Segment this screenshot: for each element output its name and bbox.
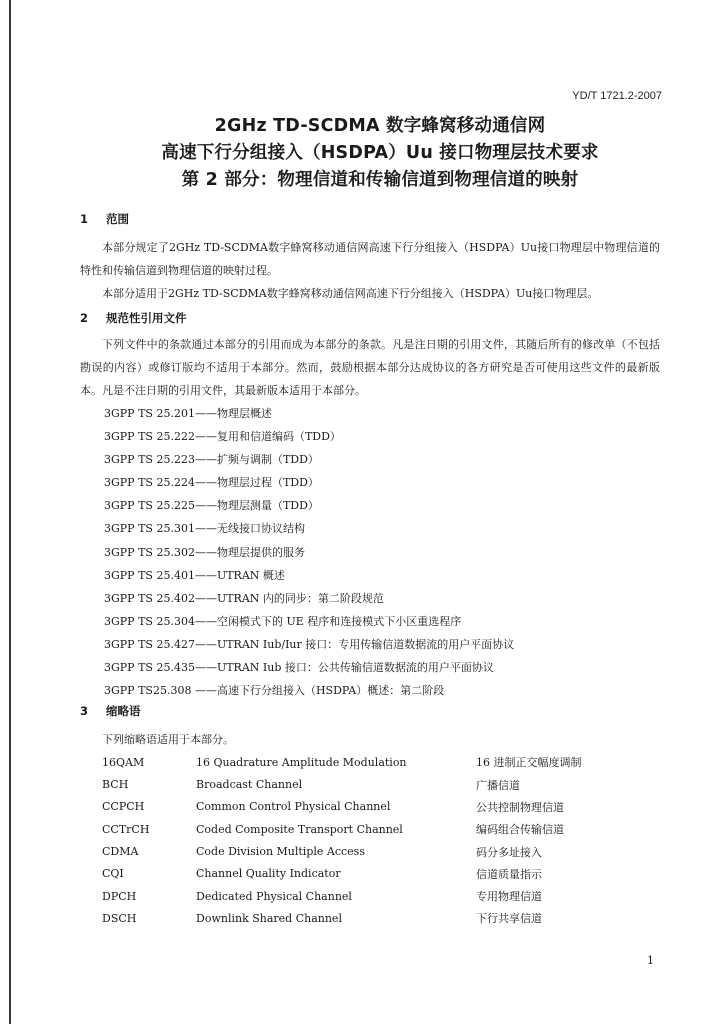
section-title: 缩略语 [106, 704, 141, 719]
table-row [102, 863, 656, 885]
abbr-cell: BCH [102, 778, 129, 792]
abbr-cell: CQI [102, 867, 124, 881]
abbr-cell: CCTrCH [102, 822, 150, 836]
abbr-cell: CCPCH [102, 800, 145, 814]
chinese-cell: 下行共享信道 [476, 912, 542, 926]
normative-paragraph: 下列文件中的条款通过本部分的引用而成为本部分的条款。凡是注日期的引用文件，其随后所有的修改单（不包括勘误的内容）或修订版均不适用于本部分。然而，鼓励根据本部分达成协议的各方研究是否可使用这些文件的最新版本。凡是不注日期的引用文件，其最新版本适用于本部分。 [80, 338, 660, 397]
english-cell: Dedicated Physical Channel [196, 889, 352, 903]
reference-item: 3GPP TS 25.304——空闲模式下的 UE 程序和连接模式下小区重选程序 [104, 614, 462, 628]
section-number: 3 [80, 704, 89, 719]
table-row [102, 885, 656, 907]
english-cell: Channel Quality Indicator [196, 867, 341, 881]
chinese-cell: 公共控制物理信道 [476, 800, 564, 814]
reference-item: 3GPP TS 25.435——UTRAN Iub 接口：公共传输信道数据流的用户平面协议 [104, 661, 494, 675]
abbreviation-table [102, 751, 656, 929]
reference-item: 3GPP TS 25.201——物理层概述 [104, 407, 272, 420]
table-row [102, 907, 656, 929]
english-cell: Common Control Physical Channel [196, 800, 391, 814]
english-cell: Downlink Shared Channel [196, 911, 342, 925]
table-row [102, 840, 656, 862]
reference-item: 3GPP TS 25.223——扩频与调制（TDD） [104, 453, 319, 467]
section-title: 规范性引用文件 [106, 311, 187, 325]
reference-list [80, 402, 660, 702]
abbr-cell: 16QAM [102, 755, 145, 769]
table-row [102, 818, 656, 840]
table-row [102, 751, 656, 773]
abbr-cell: CDMA [102, 845, 139, 859]
section-heading-normative [80, 309, 660, 327]
document-title [80, 113, 680, 194]
reference-item: 3GPP TS 25.401——UTRAN 概述 [104, 568, 285, 582]
english-cell: Coded Composite Transport Channel [196, 822, 403, 836]
chinese-cell: 码分多址接入 [476, 845, 542, 859]
english-cell: 16 Quadrature Amplitude Modulation [196, 755, 407, 769]
binding-edge-line [9, 0, 11, 1024]
table-row [102, 774, 656, 796]
document-body [80, 210, 660, 930]
title-line-2: 高速下行分组接入（HSDPA）Uu 接口物理层技术要求 [161, 143, 599, 163]
reference-item: 3GPP TS 25.402——UTRAN 内的同步：第二阶段规范 [104, 591, 384, 605]
chinese-cell: 广播信道 [476, 778, 520, 792]
table-row [102, 796, 656, 818]
scope-paragraph-2: 本部分适用于2GHz TD-SCDMA数字蜂窝移动通信网高速下行分组接入（HSDPA）Uu接口物理层。 [102, 287, 599, 300]
title-line-3: 第 2 部分：物理信道和传输信道到物理信道的映射 [181, 170, 579, 190]
reference-item: 3GPP TS 25.225——物理层测量（TDD） [104, 499, 319, 513]
chinese-cell: 编码组合传输信道 [476, 823, 564, 837]
reference-item: 3GPP TS25.308 ——高速下行分组接入（HSDPA）概述：第二阶段 [104, 684, 445, 698]
section-heading-abbreviations [80, 702, 660, 720]
english-cell: Broadcast Channel [196, 778, 303, 792]
chinese-cell: 信道质量指示 [476, 867, 542, 881]
section-heading-scope [80, 210, 660, 228]
reference-item: 3GPP TS 25.302——物理层提供的服务 [104, 545, 305, 559]
chinese-cell: 专用物理信道 [476, 890, 542, 904]
chinese-cell: 16 进制正交幅度调制 [476, 756, 582, 770]
reference-item: 3GPP TS 25.224——物理层过程（TDD） [104, 476, 319, 490]
section-number: 1 [80, 212, 89, 226]
section-number: 2 [80, 311, 89, 325]
abbr-cell: DPCH [102, 889, 137, 903]
standard-code: YD/T 1721.2-2007 [572, 90, 662, 102]
scope-paragraph-1: 本部分规定了2GHz TD-SCDMA数字蜂窝移动通信网高速下行分组接入（HSDPA）Uu接口物理层中物理信道的特性和传输信道到物理信道的映射过程。 [80, 241, 660, 277]
reference-item: 3GPP TS 25.301——无线接口协议结构 [104, 522, 305, 536]
abbr-cell: DSCH [102, 911, 137, 925]
section-title: 范围 [106, 212, 129, 226]
reference-item: 3GPP TS 25.427——UTRAN Iub/Iur 接口：专用传输信道数据流的用户平面协议 [104, 637, 515, 651]
english-cell: Code Division Multiple Access [196, 845, 365, 859]
title-line-1: 2GHz TD-SCDMA 数字蜂窝移动通信网 [214, 116, 546, 136]
abbreviations-intro: 下列缩略语适用于本部分。 [102, 733, 234, 747]
reference-item: 3GPP TS 25.222——复用和信道编码（TDD） [104, 430, 341, 444]
page-number: 1 [647, 954, 654, 967]
